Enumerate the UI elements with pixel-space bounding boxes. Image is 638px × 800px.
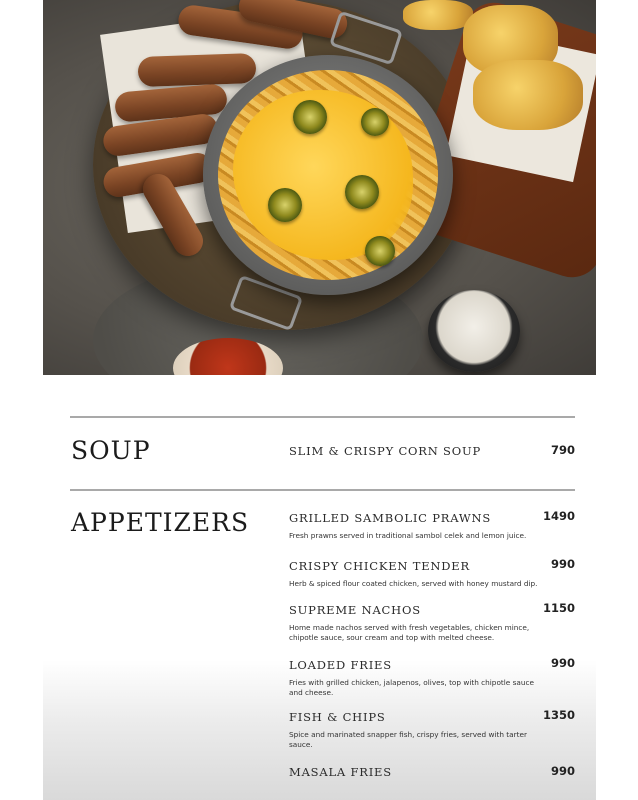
item-name: MASALA FRIES <box>289 765 392 779</box>
jalapeno-slice <box>268 188 302 222</box>
item-description: Home made nachos served with fresh vegetables, chicken mince, chipotle sauce, sour cream and top with melted cheese. <box>289 623 530 642</box>
menu-item <box>289 444 575 458</box>
dipping-sauce <box>428 290 520 372</box>
menu-item <box>289 658 575 698</box>
fried-chicken <box>403 0 473 30</box>
item-description: Herb & spiced flour coated chicken, served with honey mustard dip. <box>289 579 538 588</box>
item-name: SLIM & CRISPY CORN SOUP <box>289 444 481 458</box>
item-description: Fresh prawns served in traditional sambol celek and lemon juice. <box>289 531 527 540</box>
menu-item <box>289 559 575 589</box>
item-name: LOADED FRIES <box>289 658 392 672</box>
item-description: Spice and marinated snapper fish, crispy fries, served with tarter sauce. <box>289 730 527 749</box>
item-price: 790 <box>550 443 575 457</box>
item-price: 1150 <box>542 601 575 615</box>
item-price: 1490 <box>542 509 575 523</box>
section-title-appetizers: APPETIZERS <box>71 508 250 537</box>
item-name: GRILLED SAMBOLIC PRAWNS <box>289 511 492 525</box>
mozzarella-stick <box>138 53 257 87</box>
food-photo <box>43 0 596 375</box>
section-title-soup: SOUP <box>71 436 151 465</box>
jalapeno-slice <box>345 175 379 209</box>
item-description: Fries with grilled chicken, jalapenos, olives, top with chipotle sauce and cheese. <box>289 678 535 697</box>
item-price: 990 <box>550 656 575 670</box>
item-name: FISH & CHIPS <box>289 710 386 724</box>
jalapeno-slice <box>365 236 395 266</box>
menu-page <box>43 0 596 800</box>
item-price: 1350 <box>542 708 575 722</box>
divider <box>70 489 575 491</box>
menu-item <box>289 765 575 779</box>
item-name: CRISPY CHICKEN TENDER <box>289 559 470 573</box>
fried-chicken <box>473 60 583 130</box>
item-price: 990 <box>550 764 575 778</box>
divider <box>70 416 575 418</box>
jalapeno-slice <box>361 108 389 136</box>
menu-item <box>289 511 575 541</box>
menu-item <box>289 603 575 643</box>
item-name: SUPREME NACHOS <box>289 603 421 617</box>
jalapeno-slice <box>293 100 327 134</box>
item-price: 990 <box>550 557 575 571</box>
menu-item <box>289 710 575 750</box>
